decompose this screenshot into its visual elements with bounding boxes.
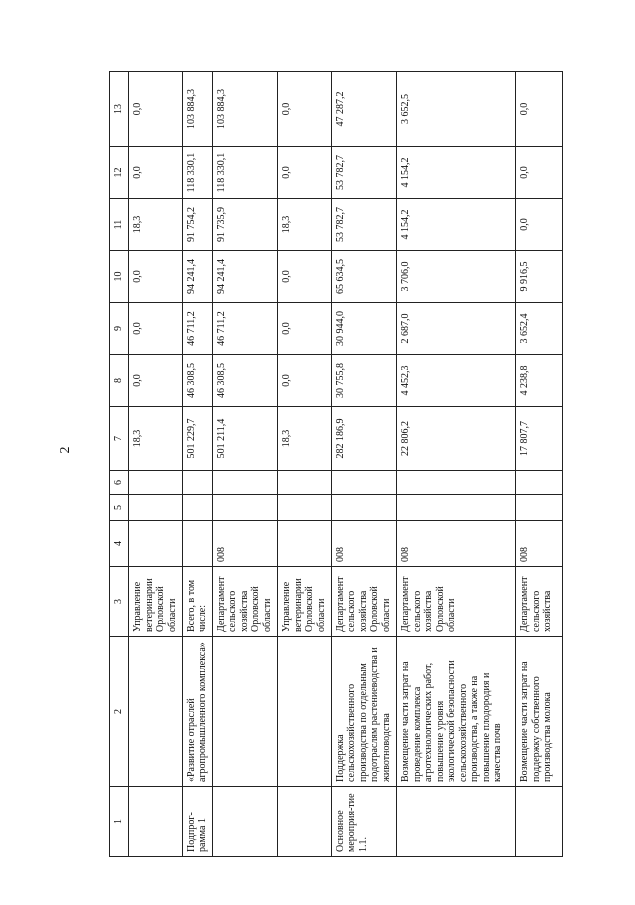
cell-code	[278, 787, 332, 857]
header-cell: 9	[110, 303, 129, 355]
cell-c5	[129, 495, 183, 521]
cell-year: 0,0	[278, 72, 332, 147]
header-cell: 4	[110, 521, 129, 567]
cell-name	[212, 637, 277, 787]
cell-year: 118 330,1	[212, 147, 277, 199]
cell-year: 94 241,4	[182, 251, 212, 303]
cell-c5	[397, 495, 516, 521]
cell-executor: Департамент сельского хозяйства Орловской области	[331, 567, 396, 637]
cell-year: 0,0	[129, 147, 183, 199]
header-cell: 7	[110, 407, 129, 471]
cell-year: 46 308,5	[212, 355, 277, 407]
cell-year: 9 916,5	[516, 251, 563, 303]
cell-executor: Департамент сельского хозяйства Орловской области	[212, 567, 277, 637]
header-cell: 6	[110, 471, 129, 495]
cell-year: 3 652,5	[397, 72, 516, 147]
header-cell: 1	[110, 787, 129, 857]
cell-year: 0,0	[516, 199, 563, 251]
cell-year: 53 782,7	[331, 199, 396, 251]
cell-code	[129, 787, 183, 857]
rotated-table-wrapper	[109, 72, 563, 857]
header-row	[110, 72, 129, 857]
cell-c6	[397, 471, 516, 495]
cell-c6	[212, 471, 277, 495]
cell-total: 501 211,4	[212, 407, 277, 471]
cell-year: 118 330,1	[182, 147, 212, 199]
cell-year: 3 652,4	[516, 303, 563, 355]
cell-year: 47 287,2	[331, 72, 396, 147]
cell-year: 53 782,7	[331, 147, 396, 199]
cell-c5	[278, 495, 332, 521]
cell-code	[516, 787, 563, 857]
cell-executor: Департамент сельского хозяйства	[516, 567, 563, 637]
cell-total: 22 806,2	[397, 407, 516, 471]
cell-year: 2 687,0	[397, 303, 516, 355]
cell-name: Поддержка сельскохозяйственного производства по отдельным подотраслям растениеводства и животноводства	[331, 637, 396, 787]
header-cell: 8	[110, 355, 129, 407]
table-row	[397, 72, 516, 857]
cell-year: 4 238,8	[516, 355, 563, 407]
header-cell: 12	[110, 147, 129, 199]
table-row	[212, 72, 277, 857]
cell-grbs: 008	[212, 521, 277, 567]
cell-year: 18,3	[129, 199, 183, 251]
cell-grbs	[278, 521, 332, 567]
cell-executor: Управление ветеринарии Орловской области	[129, 567, 183, 637]
cell-year: 103 884,3	[182, 72, 212, 147]
cell-name: Возмещение части затрат на поддержку собственного производства молока	[516, 637, 563, 787]
header-cell: 11	[110, 199, 129, 251]
cell-year: 4 154,2	[397, 199, 516, 251]
header-cell: 10	[110, 251, 129, 303]
cell-year: 65 634,5	[331, 251, 396, 303]
cell-year: 94 241,4	[212, 251, 277, 303]
cell-name: «Развитие отраслей агропромышленного комплекса»	[182, 637, 212, 787]
cell-grbs	[129, 521, 183, 567]
page-number: 2	[58, 446, 73, 454]
header-cell: 5	[110, 495, 129, 521]
table-row	[278, 72, 332, 857]
cell-name: Возмещение части затрат на проведение комплекса агротехнологических работ, повышение уровня экологической безопасности сельскохозяйственного производства, а также на повышение плодородия и качества почв	[397, 637, 516, 787]
cell-c6	[516, 471, 563, 495]
cell-year: 4 154,2	[397, 147, 516, 199]
cell-code	[397, 787, 516, 857]
cell-year: 91 754,2	[182, 199, 212, 251]
cell-c6	[129, 471, 183, 495]
cell-total: 501 229,7	[182, 407, 212, 471]
cell-c6	[331, 471, 396, 495]
table-row	[129, 72, 183, 857]
cell-code: Основное мероприя-тие 1.1.	[331, 787, 396, 857]
table-row	[516, 72, 563, 857]
cell-grbs: 008	[397, 521, 516, 567]
cell-year: 46 711,2	[182, 303, 212, 355]
cell-year: 4 452,3	[397, 355, 516, 407]
header-cell: 2	[110, 637, 129, 787]
table-row	[182, 72, 212, 857]
cell-c6	[182, 471, 212, 495]
cell-year: 0,0	[278, 355, 332, 407]
cell-year: 30 755,8	[331, 355, 396, 407]
cell-year: 91 735,9	[212, 199, 277, 251]
cell-year: 0,0	[516, 147, 563, 199]
cell-c5	[212, 495, 277, 521]
cell-grbs	[182, 521, 212, 567]
cell-year: 46 711,2	[212, 303, 277, 355]
cell-year: 0,0	[278, 303, 332, 355]
cell-executor: Департамент сельского хозяйства Орловской области	[397, 567, 516, 637]
cell-grbs: 008	[516, 521, 563, 567]
cell-year: 3 706,0	[397, 251, 516, 303]
cell-year: 103 884,3	[212, 72, 277, 147]
table-row	[331, 72, 396, 857]
header-cell: 3	[110, 567, 129, 637]
cell-code: Подпрог-рамма 1	[182, 787, 212, 857]
cell-year: 0,0	[129, 251, 183, 303]
cell-c5	[516, 495, 563, 521]
cell-code	[212, 787, 277, 857]
cell-name	[129, 637, 183, 787]
cell-year: 0,0	[129, 303, 183, 355]
cell-year: 0,0	[516, 72, 563, 147]
cell-total: 18,3	[278, 407, 332, 471]
cell-c5	[182, 495, 212, 521]
cell-name	[278, 637, 332, 787]
cell-c5	[331, 495, 396, 521]
cell-executor: Управление ветеринарии Орловской области	[278, 567, 332, 637]
cell-year: 46 308,5	[182, 355, 212, 407]
header-cell: 13	[110, 72, 129, 147]
cell-total: 18,3	[129, 407, 183, 471]
cell-year: 0,0	[129, 72, 183, 147]
cell-total: 282 186,9	[331, 407, 396, 471]
cell-year: 0,0	[278, 147, 332, 199]
cell-year: 30 944,0	[331, 303, 396, 355]
cell-total: 17 807,7	[516, 407, 563, 471]
cell-c6	[278, 471, 332, 495]
cell-year: 0,0	[278, 251, 332, 303]
cell-year: 18,3	[278, 199, 332, 251]
cell-grbs: 008	[331, 521, 396, 567]
budget-table	[109, 71, 563, 857]
cell-executor: Всего, в том числе:	[182, 567, 212, 637]
cell-year: 0,0	[129, 355, 183, 407]
